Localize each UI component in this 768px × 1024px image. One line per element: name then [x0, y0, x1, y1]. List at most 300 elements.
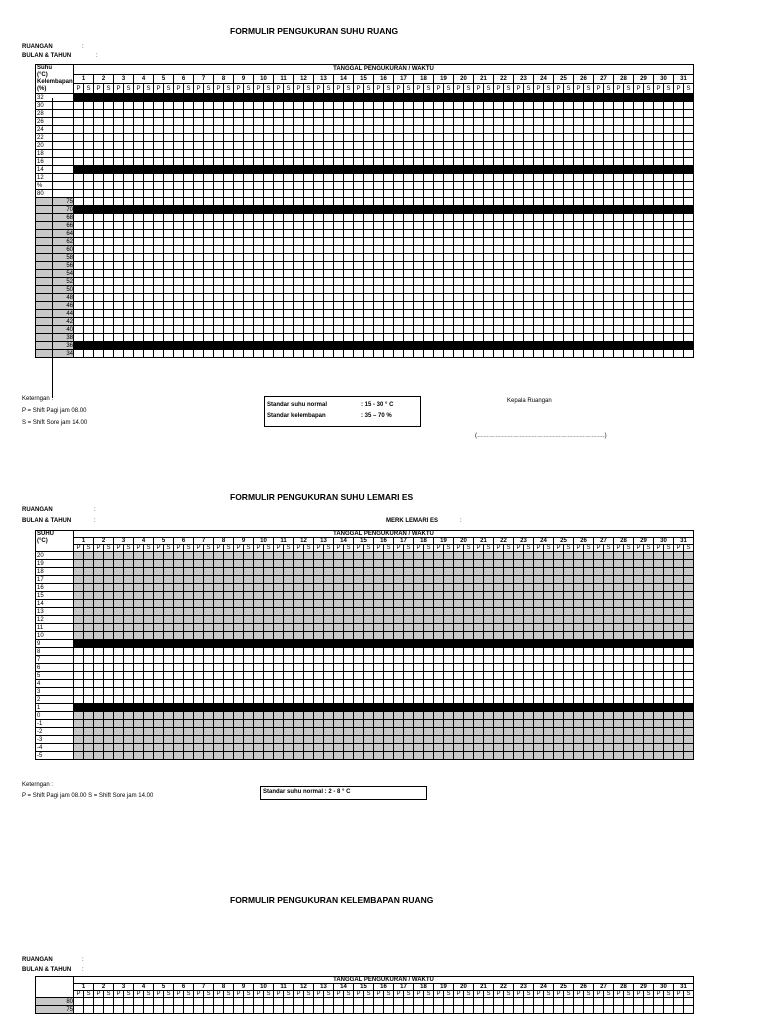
data-cell — [154, 150, 164, 158]
data-cell — [304, 688, 314, 696]
data-cell — [584, 624, 594, 632]
data-cell — [304, 648, 314, 656]
data-cell — [644, 584, 654, 592]
data-cell — [524, 342, 534, 350]
data-cell — [284, 310, 294, 318]
data-cell — [414, 600, 424, 608]
data-cell — [354, 552, 364, 560]
data-cell — [274, 624, 284, 632]
data-cell — [284, 592, 294, 600]
data-cell — [474, 350, 484, 358]
data-cell — [484, 150, 494, 158]
data-cell — [204, 672, 214, 680]
data-cell — [494, 206, 504, 214]
data-cell — [214, 728, 224, 736]
data-cell — [634, 198, 644, 206]
data-cell — [624, 752, 634, 760]
data-cell — [114, 118, 124, 126]
data-cell — [284, 648, 294, 656]
form1-legend-p: P = Shift Pagi jam 08.00 — [22, 408, 87, 414]
data-cell — [664, 672, 674, 680]
data-cell — [544, 302, 554, 310]
data-cell — [474, 158, 484, 166]
data-cell — [224, 664, 234, 672]
data-cell — [294, 270, 304, 278]
data-cell — [164, 214, 174, 222]
data-cell — [144, 214, 154, 222]
data-cell — [444, 752, 454, 760]
data-cell — [654, 286, 664, 294]
data-cell — [414, 592, 424, 600]
data-cell — [94, 134, 104, 142]
data-cell — [314, 174, 324, 182]
temp-label: -4 — [36, 744, 74, 752]
data-cell — [254, 198, 264, 206]
data-cell — [544, 318, 554, 326]
data-cell — [254, 752, 264, 760]
data-cell — [234, 998, 244, 1006]
data-cell — [564, 712, 574, 720]
data-cell — [674, 998, 684, 1006]
data-cell — [234, 158, 244, 166]
data-cell — [364, 998, 374, 1006]
day-number: 28 — [614, 74, 634, 84]
data-cell — [174, 342, 184, 350]
data-cell — [394, 310, 404, 318]
data-cell — [74, 134, 84, 142]
data-cell — [494, 278, 504, 286]
data-cell — [264, 334, 274, 342]
data-cell — [484, 270, 494, 278]
data-cell — [464, 568, 474, 576]
data-cell — [74, 680, 84, 688]
data-cell — [294, 110, 304, 118]
data-cell — [314, 998, 324, 1006]
data-cell — [594, 118, 604, 126]
data-cell — [334, 616, 344, 624]
data-cell — [554, 672, 564, 680]
data-cell — [634, 270, 644, 278]
shift-code: S — [684, 545, 694, 552]
data-cell — [164, 664, 174, 672]
data-cell — [414, 110, 424, 118]
data-cell — [424, 302, 434, 310]
data-cell — [234, 198, 244, 206]
data-cell — [134, 206, 144, 214]
data-cell — [494, 310, 504, 318]
data-cell — [434, 278, 444, 286]
data-cell — [684, 640, 694, 648]
data-cell — [94, 294, 104, 302]
data-cell — [654, 222, 664, 230]
data-cell — [94, 270, 104, 278]
data-cell — [664, 206, 674, 214]
data-cell — [554, 688, 564, 696]
data-cell — [314, 584, 324, 592]
data-cell — [214, 584, 224, 592]
data-cell — [414, 616, 424, 624]
data-cell — [614, 568, 624, 576]
data-cell — [134, 680, 144, 688]
data-cell — [174, 720, 184, 728]
day-number: 10 — [254, 538, 274, 545]
data-cell — [394, 584, 404, 592]
data-cell — [234, 576, 244, 584]
data-cell — [424, 206, 434, 214]
data-cell — [314, 326, 324, 334]
temp-label: 19 — [36, 560, 74, 568]
data-cell — [544, 600, 554, 608]
data-cell — [74, 720, 84, 728]
data-cell — [164, 310, 174, 318]
shift-code: S — [384, 545, 394, 552]
data-cell — [604, 246, 614, 254]
data-cell — [334, 318, 344, 326]
data-cell — [284, 712, 294, 720]
data-cell — [304, 568, 314, 576]
data-cell — [274, 998, 284, 1006]
data-cell — [264, 624, 274, 632]
data-cell — [194, 142, 204, 150]
data-cell — [434, 166, 444, 174]
data-cell — [384, 696, 394, 704]
data-cell — [144, 294, 154, 302]
data-cell — [434, 552, 444, 560]
data-cell — [474, 326, 484, 334]
data-cell — [504, 94, 514, 102]
data-cell — [164, 640, 174, 648]
data-cell — [554, 134, 564, 142]
data-cell — [244, 680, 254, 688]
form1-keterangan: Keterngan : — [22, 396, 54, 402]
data-cell — [654, 326, 664, 334]
data-cell — [444, 310, 454, 318]
data-cell — [304, 736, 314, 744]
data-cell — [614, 190, 624, 198]
data-cell — [464, 270, 474, 278]
data-cell — [214, 624, 224, 632]
data-cell — [154, 190, 164, 198]
data-cell — [534, 174, 544, 182]
data-cell — [544, 286, 554, 294]
data-cell — [174, 270, 184, 278]
data-cell — [364, 238, 374, 246]
data-cell — [664, 592, 674, 600]
data-cell — [74, 342, 84, 350]
data-cell — [174, 134, 184, 142]
data-cell — [294, 190, 304, 198]
data-cell — [454, 158, 464, 166]
data-cell — [374, 198, 384, 206]
data-cell — [424, 998, 434, 1006]
data-cell — [364, 696, 374, 704]
data-cell — [374, 270, 384, 278]
data-cell — [254, 712, 264, 720]
humidity-label: 75 — [36, 1006, 74, 1014]
data-cell — [464, 310, 474, 318]
data-cell — [114, 102, 124, 110]
data-cell — [374, 680, 384, 688]
data-cell — [384, 278, 394, 286]
data-cell — [284, 736, 294, 744]
data-cell — [154, 752, 164, 760]
shift-code: S — [504, 84, 514, 94]
data-cell — [604, 576, 614, 584]
data-cell — [654, 704, 664, 712]
data-cell — [584, 592, 594, 600]
data-cell — [284, 350, 294, 358]
data-cell — [234, 302, 244, 310]
temp-row — [36, 158, 694, 166]
data-cell — [624, 150, 634, 158]
temp-label: 2 — [36, 696, 74, 704]
data-cell — [524, 166, 534, 174]
data-cell — [244, 262, 254, 270]
data-cell — [464, 182, 474, 190]
data-cell — [234, 118, 244, 126]
data-cell — [614, 350, 624, 358]
data-cell — [284, 286, 294, 294]
data-cell — [154, 118, 164, 126]
data-cell — [344, 600, 354, 608]
data-cell — [74, 632, 84, 640]
data-cell — [474, 318, 484, 326]
data-cell — [104, 334, 114, 342]
data-cell — [664, 680, 674, 688]
data-cell — [234, 600, 244, 608]
data-cell — [514, 584, 524, 592]
data-cell — [244, 568, 254, 576]
data-cell — [394, 174, 404, 182]
data-cell — [384, 142, 394, 150]
day-number: 8 — [214, 984, 234, 991]
data-cell — [554, 318, 564, 326]
data-cell — [544, 656, 554, 664]
data-cell — [564, 222, 574, 230]
data-cell — [344, 94, 354, 102]
data-cell — [344, 166, 354, 174]
data-cell — [314, 672, 324, 680]
data-cell — [544, 118, 554, 126]
data-cell — [674, 624, 684, 632]
data-cell — [504, 182, 514, 190]
data-cell — [184, 158, 194, 166]
data-cell — [504, 656, 514, 664]
day-number: 10 — [254, 984, 274, 991]
data-cell — [474, 342, 484, 350]
data-cell — [94, 1006, 104, 1014]
data-cell — [114, 334, 124, 342]
data-cell — [184, 560, 194, 568]
data-cell — [604, 198, 614, 206]
data-cell — [224, 592, 234, 600]
data-cell — [544, 254, 554, 262]
day-number: 31 — [674, 74, 694, 84]
data-cell — [154, 110, 164, 118]
data-cell — [394, 262, 404, 270]
data-cell — [354, 688, 364, 696]
data-cell — [524, 174, 534, 182]
data-cell — [634, 720, 644, 728]
data-cell — [564, 632, 574, 640]
data-cell — [94, 326, 104, 334]
data-cell — [244, 632, 254, 640]
data-cell — [204, 318, 214, 326]
data-cell — [74, 656, 84, 664]
data-cell — [664, 238, 674, 246]
data-cell — [604, 286, 614, 294]
data-cell — [684, 262, 694, 270]
data-cell — [74, 334, 84, 342]
data-cell — [324, 728, 334, 736]
temp-label: 13 — [36, 608, 74, 616]
data-cell — [624, 126, 634, 134]
day-number: 4 — [134, 984, 154, 991]
humidity-label: 75 — [36, 198, 74, 206]
data-cell — [314, 560, 324, 568]
data-cell — [534, 592, 544, 600]
data-cell — [484, 302, 494, 310]
data-cell — [464, 294, 474, 302]
data-cell — [314, 592, 324, 600]
data-cell — [674, 1006, 684, 1014]
temp-label: 4 — [36, 680, 74, 688]
data-cell — [294, 294, 304, 302]
data-cell — [204, 238, 214, 246]
data-cell — [594, 632, 604, 640]
shift-code: S — [224, 84, 234, 94]
data-cell — [494, 334, 504, 342]
data-cell — [84, 230, 94, 238]
data-cell — [314, 262, 324, 270]
data-cell — [464, 998, 474, 1006]
pct-value: 80 — [36, 190, 74, 198]
data-cell — [284, 254, 294, 262]
data-cell — [514, 326, 524, 334]
data-cell — [284, 696, 294, 704]
data-cell — [314, 752, 324, 760]
data-cell — [244, 254, 254, 262]
humidity-row — [36, 310, 694, 318]
data-cell — [274, 134, 284, 142]
data-cell — [494, 728, 504, 736]
data-cell — [144, 568, 154, 576]
data-cell — [124, 230, 134, 238]
humidity-row — [36, 214, 694, 222]
form3-ruangan-colon: : — [82, 957, 84, 963]
data-cell — [474, 310, 484, 318]
day-number: 17 — [394, 984, 414, 991]
data-cell — [614, 238, 624, 246]
data-cell — [194, 318, 204, 326]
data-cell — [554, 648, 564, 656]
data-cell — [624, 102, 634, 110]
data-cell — [434, 560, 444, 568]
data-cell — [224, 302, 234, 310]
data-cell — [164, 624, 174, 632]
data-cell — [184, 640, 194, 648]
data-cell — [84, 94, 94, 102]
data-cell — [114, 640, 124, 648]
data-cell — [564, 624, 574, 632]
data-cell — [344, 576, 354, 584]
data-cell — [604, 342, 614, 350]
humidity-row — [36, 230, 694, 238]
data-cell — [444, 350, 454, 358]
data-cell — [494, 640, 504, 648]
data-cell — [354, 326, 364, 334]
data-cell — [534, 302, 544, 310]
data-cell — [284, 214, 294, 222]
data-cell — [674, 680, 684, 688]
data-cell — [254, 102, 264, 110]
data-cell — [664, 118, 674, 126]
data-cell — [584, 744, 594, 752]
data-cell — [464, 126, 474, 134]
data-cell — [584, 214, 594, 222]
data-cell — [144, 198, 154, 206]
data-cell — [524, 142, 534, 150]
data-cell — [534, 704, 544, 712]
data-cell — [674, 704, 684, 712]
data-cell — [284, 600, 294, 608]
data-cell — [444, 206, 454, 214]
data-cell — [494, 182, 504, 190]
data-cell — [434, 270, 444, 278]
data-cell — [354, 680, 364, 688]
data-cell — [74, 998, 84, 1006]
form1-table — [35, 64, 694, 358]
data-cell — [544, 198, 554, 206]
data-cell — [104, 118, 114, 126]
data-cell — [554, 214, 564, 222]
data-cell — [284, 262, 294, 270]
day-number: 14 — [334, 984, 354, 991]
data-cell — [84, 102, 94, 110]
data-cell — [414, 262, 424, 270]
data-cell — [264, 94, 274, 102]
data-cell — [314, 744, 324, 752]
data-cell — [394, 640, 404, 648]
data-cell — [594, 246, 604, 254]
data-cell — [334, 1006, 344, 1014]
data-cell — [484, 656, 494, 664]
data-cell — [234, 552, 244, 560]
data-cell — [234, 222, 244, 230]
data-cell — [84, 608, 94, 616]
data-cell — [424, 350, 434, 358]
data-cell — [434, 696, 444, 704]
data-cell — [514, 174, 524, 182]
data-cell — [334, 592, 344, 600]
data-cell — [234, 270, 244, 278]
data-cell — [354, 182, 364, 190]
data-cell — [244, 696, 254, 704]
data-cell — [584, 656, 594, 664]
data-cell — [464, 94, 474, 102]
data-cell — [354, 744, 364, 752]
data-cell — [634, 174, 644, 182]
data-cell — [364, 688, 374, 696]
data-cell — [384, 342, 394, 350]
data-cell — [574, 712, 584, 720]
data-cell — [504, 720, 514, 728]
data-cell — [364, 278, 374, 286]
data-cell — [494, 174, 504, 182]
data-cell — [304, 744, 314, 752]
data-cell — [584, 262, 594, 270]
data-cell — [484, 230, 494, 238]
